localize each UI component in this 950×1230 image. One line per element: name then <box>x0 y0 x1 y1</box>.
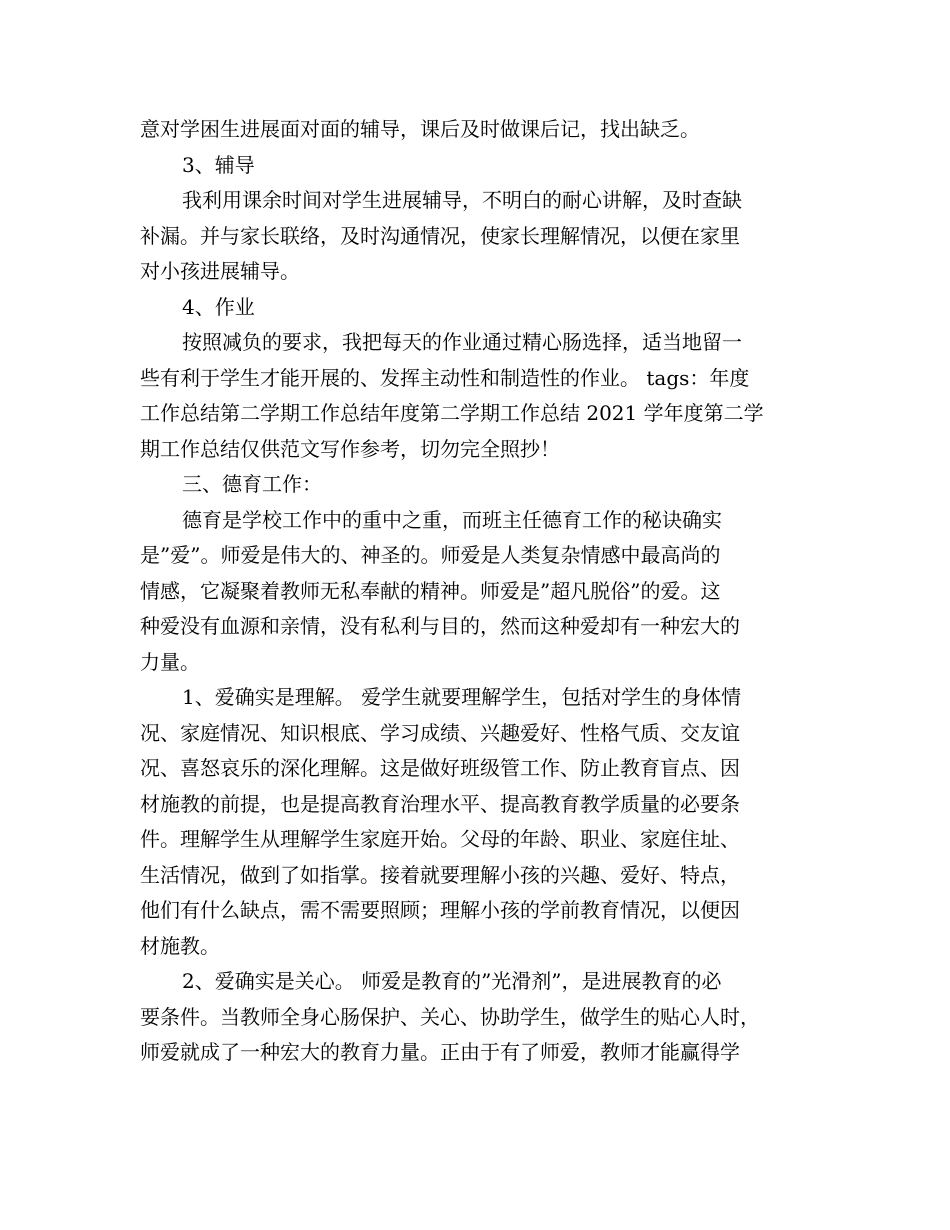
text-line: 材施教的前提，也是提高教育治理水平、提高教育教学质量的必要条 <box>140 791 740 816</box>
text-line: 期工作总结仅供范文写作参考，切勿完全照抄！ <box>140 436 560 461</box>
text-line: 我利用课余时间对学生进展辅导，不明白的耐心讲解，及时查缺 <box>182 188 742 212</box>
text-line: 要条件。当教师全身心肠保护、关心、协助学生，做学生的贴心人时， <box>140 1004 760 1029</box>
text-line: 师爱就成了一种宏大的教育力量。正由于有了师爱，教师才能赢得学 <box>140 1040 740 1064</box>
text-line: 补漏。并与家长联络，及时沟通情况，使家长理解情况，以便在家里 <box>140 223 740 248</box>
text-line: 材施教。 <box>140 933 220 958</box>
text-line: 德育是学校工作中的重中之重，而班主任德育工作的秘诀确实 <box>182 507 722 532</box>
text-line: 种爱没有血源和亲情，没有私利与目的，然而这种爱却有一种宏大的 <box>140 614 740 638</box>
text-line: 对小孩进展辅导。 <box>140 259 300 283</box>
text-line: 他们有什么缺点，需不需要照顾；理解小孩的学前教育情况，以便因 <box>140 898 740 922</box>
text-line: 3、辅导 <box>182 152 255 177</box>
text-line: 按照减负的要求，我把每天的作业通过精心肠选择，适当地留一 <box>182 330 742 354</box>
text-line: 况、喜怒哀乐的深化理解。这是做好班级管工作、防止教育盲点、因 <box>140 756 740 780</box>
text-line: 况、家庭情况、知识根底、学习成绩、兴趣爱好、性格气质、交友谊 <box>140 720 740 745</box>
text-line: 2、爱确实是关心。 师爱是教育的”光滑剂”，是进展教育的必 <box>182 969 722 993</box>
text-line: 三、德育工作： <box>182 472 322 496</box>
text-line: 情感，它凝聚着教师无私奉献的精神。师爱是”超凡脱俗”的爱。这 <box>140 578 721 603</box>
text-line: 工作总结第二学期工作总结年度第二学期工作总结 2021 学年度第二学 <box>140 401 764 425</box>
text-line: 件。理解学生从理解学生家庭开始。父母的年龄、职业、家庭住址、 <box>140 827 740 851</box>
text-line: 4、作业 <box>182 294 255 319</box>
text-line: 些有利于学生才能开展的、发挥主动性和制造性的作业。 tags：年度 <box>140 365 750 390</box>
document-body <box>140 112 820 1071</box>
text-line: 是”爱”。师爱是伟大的、神圣的。师爱是人类复杂情感中最高尚的 <box>140 543 721 567</box>
text-line: 意对学困生进展面对面的辅导，课后及时做课后记，找出缺乏。 <box>140 117 700 141</box>
text-line: 生活情况，做到了如指掌。接着就要理解小孩的兴趣、爱好、特点， <box>140 862 740 887</box>
text-line: 1、爱确实是理解。 爱学生就要理解学生，包括对学生的身体情 <box>182 685 742 709</box>
text-line: 力量。 <box>140 649 200 674</box>
